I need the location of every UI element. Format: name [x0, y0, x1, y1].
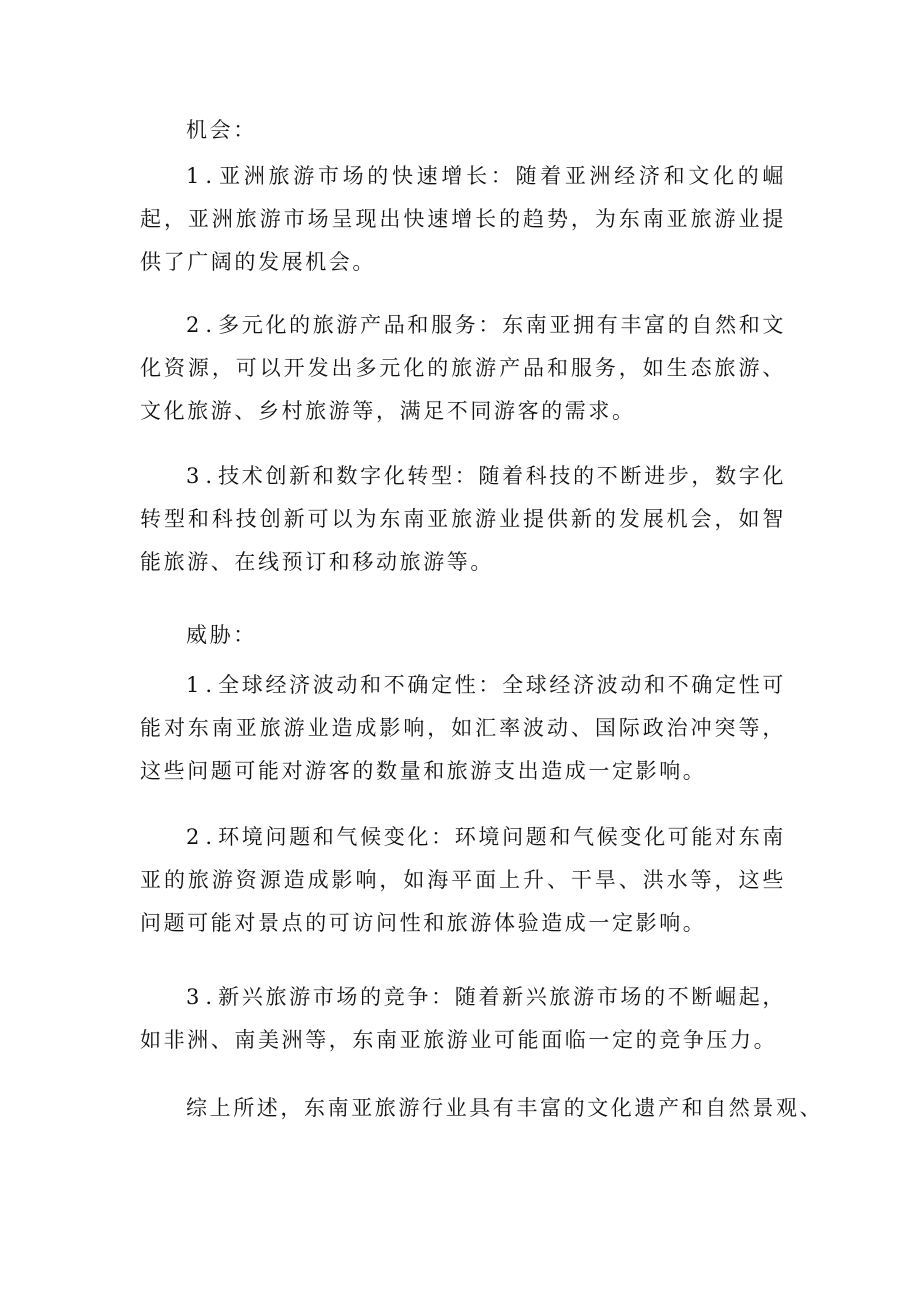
threat-item-1 [140, 664, 786, 793]
item-number: 2. [186, 825, 219, 849]
conclusion-paragraph: 综上所述，东南亚旅游行业具有丰富的文化遗产和自然景观、 [186, 1096, 824, 1120]
item-number: 3. [186, 464, 219, 488]
item-text: 亚洲旅游市场的快速增长：随着亚洲经济和文化的崛起，亚洲旅游市场呈现出快速增长的趋势，为东南亚旅游业提供了广阔的发展机会。 [140, 164, 786, 274]
item-number: 1. [186, 164, 219, 188]
item-number: 2. [186, 313, 219, 337]
item-text: 技术创新和数字化转型：随着科技的不断进步，数字化转型和科技创新可以为东南亚旅游业提供新的发展机会，如智能旅游、在线预订和移动旅游等。 [140, 464, 786, 574]
item-text: 全球经济波动和不确定性：全球经济波动和不确定性可能对东南亚旅游业造成影响，如汇率波动、国际政治冲突等，这些问题可能对游客的数量和旅游支出造成一定影响。 [140, 673, 786, 783]
item-number: 1. [186, 673, 219, 697]
opportunity-item-3 [140, 455, 786, 584]
item-text: 新兴旅游市场的竞争：随着新兴旅游市场的不断崛起，如非洲、南美洲等，东南亚旅游业可能面临一定的竞争压力。 [140, 985, 786, 1052]
threat-item-3 [140, 976, 786, 1062]
opportunities-heading: 机会： [186, 118, 257, 142]
opportunity-item-2 [140, 304, 786, 433]
threat-item-2 [140, 816, 786, 945]
item-number: 3. [186, 985, 219, 1009]
opportunity-item-1 [140, 155, 786, 284]
threats-heading: 威胁： [186, 623, 257, 647]
item-text: 环境问题和气候变化：环境问题和气候变化可能对东南亚的旅游资源造成影响，如海平面上升、干旱、洪水等，这些问题可能对景点的可访问性和旅游体验造成一定影响。 [140, 825, 786, 935]
item-text: 多元化的旅游产品和服务：东南亚拥有丰富的自然和文化资源，可以开发出多元化的旅游产品和服务，如生态旅游、文化旅游、乡村旅游等，满足不同游客的需求。 [140, 313, 786, 423]
